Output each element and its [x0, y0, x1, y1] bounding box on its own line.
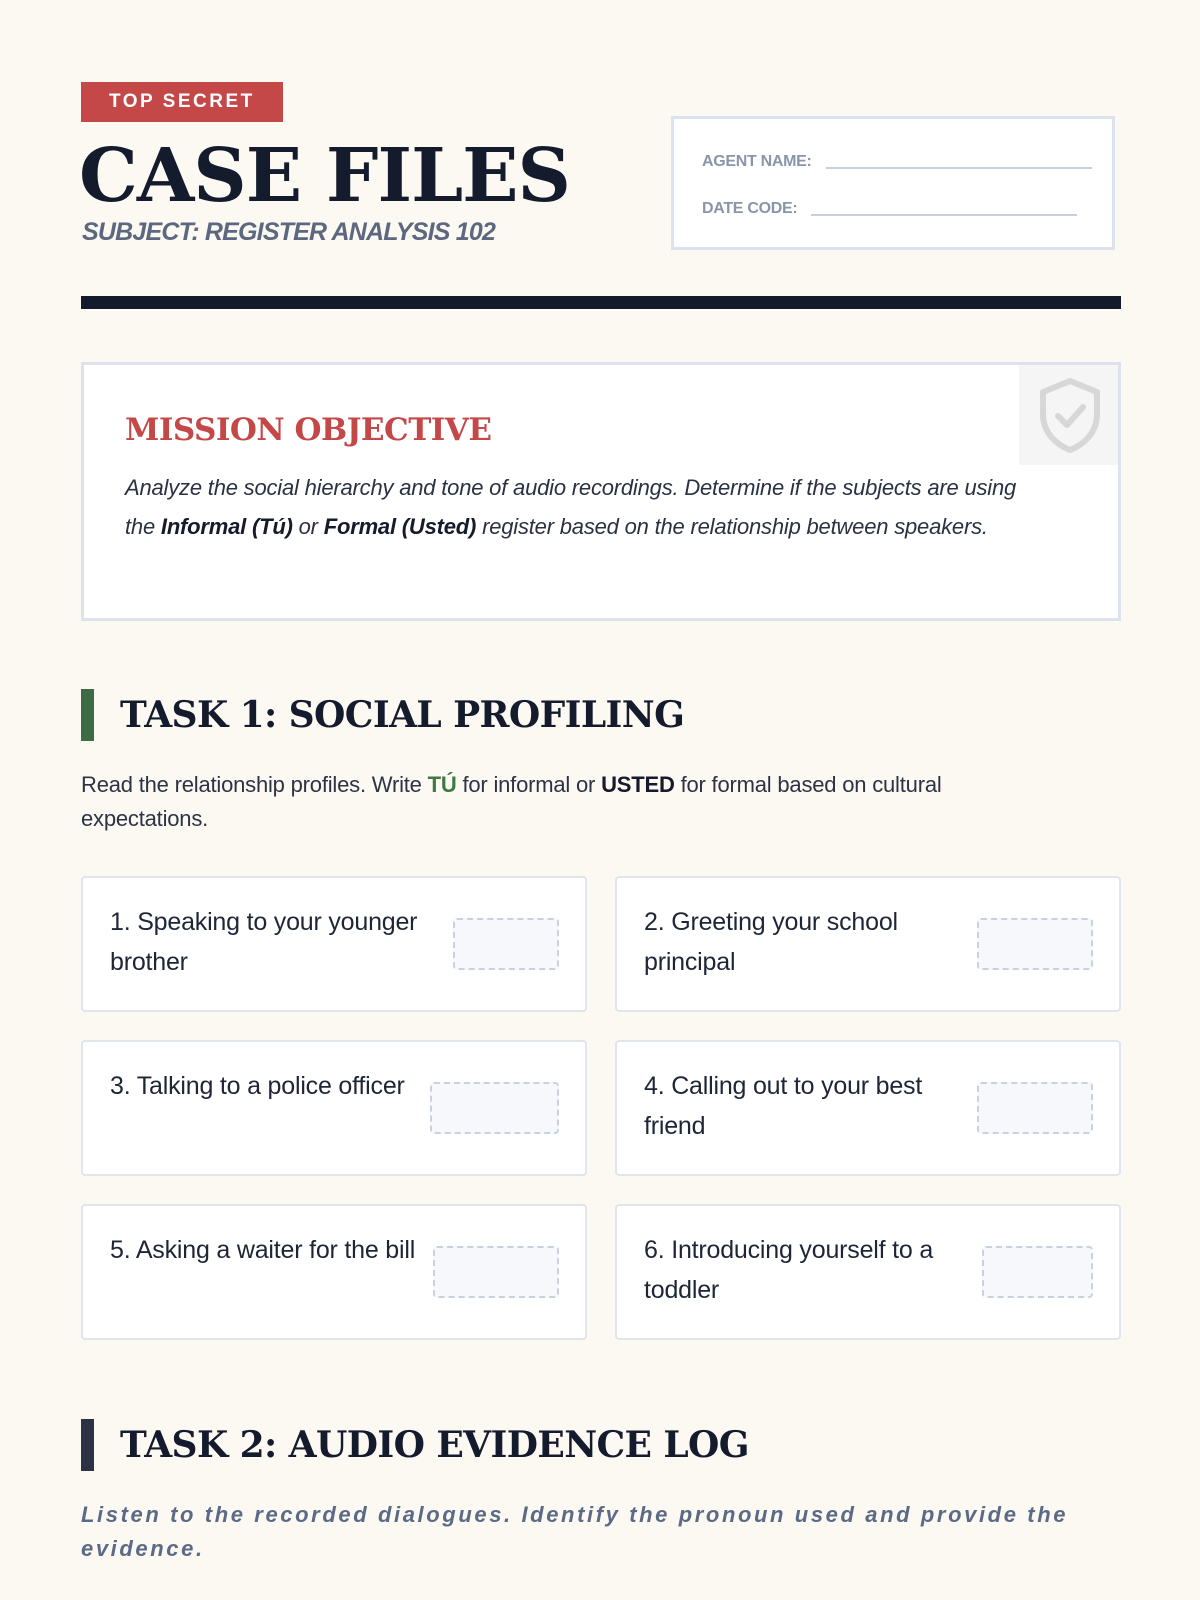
task1-header [81, 689, 684, 741]
profile-card [81, 1204, 587, 1340]
task2-instructions: Listen to the recorded dialogues. Identify the pronoun used and provide the evidence. [81, 1502, 1069, 1561]
mission-text-part: Analyze the social hierarchy and tone of audio recordings. Determine if the subjects are using the [125, 475, 1017, 539]
task2-accent-bar [81, 1419, 94, 1471]
profile-card [615, 876, 1121, 1012]
page-subtitle: SUBJECT: REGISTER ANALYSIS 102 [82, 218, 496, 246]
task1-desc-part: for informal or [456, 772, 602, 797]
task2-header [81, 1419, 749, 1471]
answer-box[interactable] [430, 1082, 559, 1134]
profile-card [81, 1040, 587, 1176]
usted-term: USTED [601, 772, 675, 797]
answer-box[interactable] [982, 1246, 1093, 1298]
date-code-label: DATE CODE: [702, 200, 798, 217]
tu-term: TÚ [427, 772, 457, 797]
header-divider [81, 296, 1121, 309]
agent-info-box [671, 116, 1115, 250]
profile-card [615, 1040, 1121, 1176]
page-title: CASE FILES [79, 133, 570, 219]
agent-name-field[interactable] [826, 167, 1092, 169]
answer-box[interactable] [977, 1082, 1093, 1134]
task1-accent-bar [81, 689, 94, 741]
profile-grid [81, 876, 1121, 1340]
date-code-row [702, 200, 1077, 218]
mission-title: MISSION OBJECTIVE [125, 412, 492, 448]
mission-text-part: register based on the relationship between speakers. [476, 514, 988, 539]
task1-desc-part: for formal based on cultural expectations. [81, 772, 942, 831]
mission-text-part: or [292, 514, 324, 539]
answer-box[interactable] [453, 918, 559, 970]
task1-title: TASK 1: SOCIAL PROFILING [120, 694, 685, 736]
profile-text: 4. Calling out to your best friend [644, 1072, 923, 1140]
profile-card [615, 1204, 1121, 1340]
agent-name-row [702, 153, 1092, 171]
date-code-field[interactable] [811, 214, 1077, 216]
informal-register-term: Informal (Tú) [160, 514, 293, 539]
top-secret-badge: TOP SECRET [81, 82, 283, 122]
profile-text: 3. Talking to a police officer [110, 1072, 405, 1100]
task1-desc-part: Read the relationship profiles. Write [81, 772, 428, 797]
profile-text: 5. Asking a waiter for the bill [110, 1236, 416, 1264]
answer-box[interactable] [433, 1246, 559, 1298]
profile-text: 6. Introducing yourself to a toddler [644, 1236, 934, 1304]
profile-text: 2. Greeting your school principal [644, 908, 898, 976]
mission-text [125, 468, 1045, 546]
task2-title: TASK 2: AUDIO EVIDENCE LOG [120, 1424, 749, 1466]
agent-name-label: AGENT NAME: [702, 153, 812, 170]
task1-instructions [81, 768, 1071, 836]
shield-check-icon [1019, 365, 1118, 465]
profile-text: 1. Speaking to your younger brother [110, 908, 418, 976]
mission-objective-box [81, 362, 1121, 621]
answer-box[interactable] [977, 918, 1093, 970]
formal-register-term: Formal (Usted) [323, 514, 477, 539]
profile-card [81, 876, 587, 1012]
